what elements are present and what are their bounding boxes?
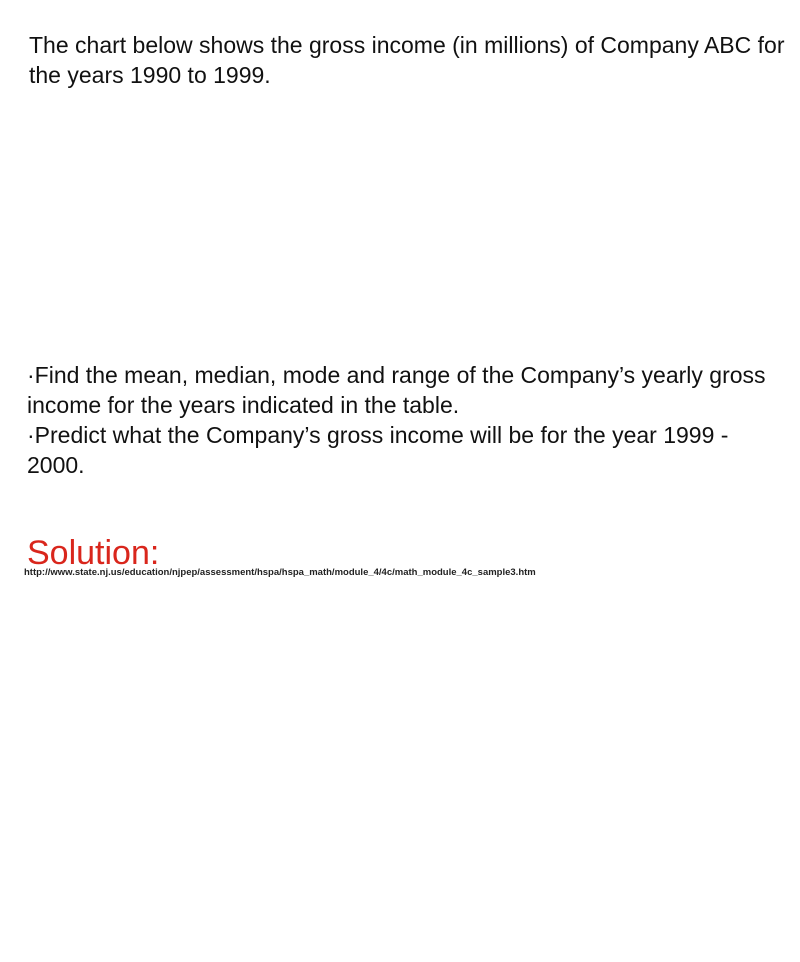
task-list [27, 360, 792, 480]
task-item-text: Predict what the Company’s gross income will be for the year 1999 - 2000. [27, 422, 729, 478]
bullet-glyph: · [27, 362, 35, 388]
intro-text: The chart below shows the gross income (in millions) of Company ABC for the years 1990 to 1999. [29, 32, 785, 88]
task-item-1 [27, 360, 792, 420]
bullet-glyph: · [27, 422, 35, 448]
source-link[interactable]: http://www.state.nj.us/education/njpep/assessment/hspa/hspa_math/module_4/4c/math_module_4c_sample3.htm [24, 567, 536, 578]
chart-placeholder [29, 100, 769, 350]
task-item-text: Find the mean, median, mode and range of the Company’s yearly gross income for the years indicated in the table. [27, 362, 766, 418]
solution-heading: Solution: [27, 534, 160, 572]
task-item-2 [27, 420, 792, 480]
